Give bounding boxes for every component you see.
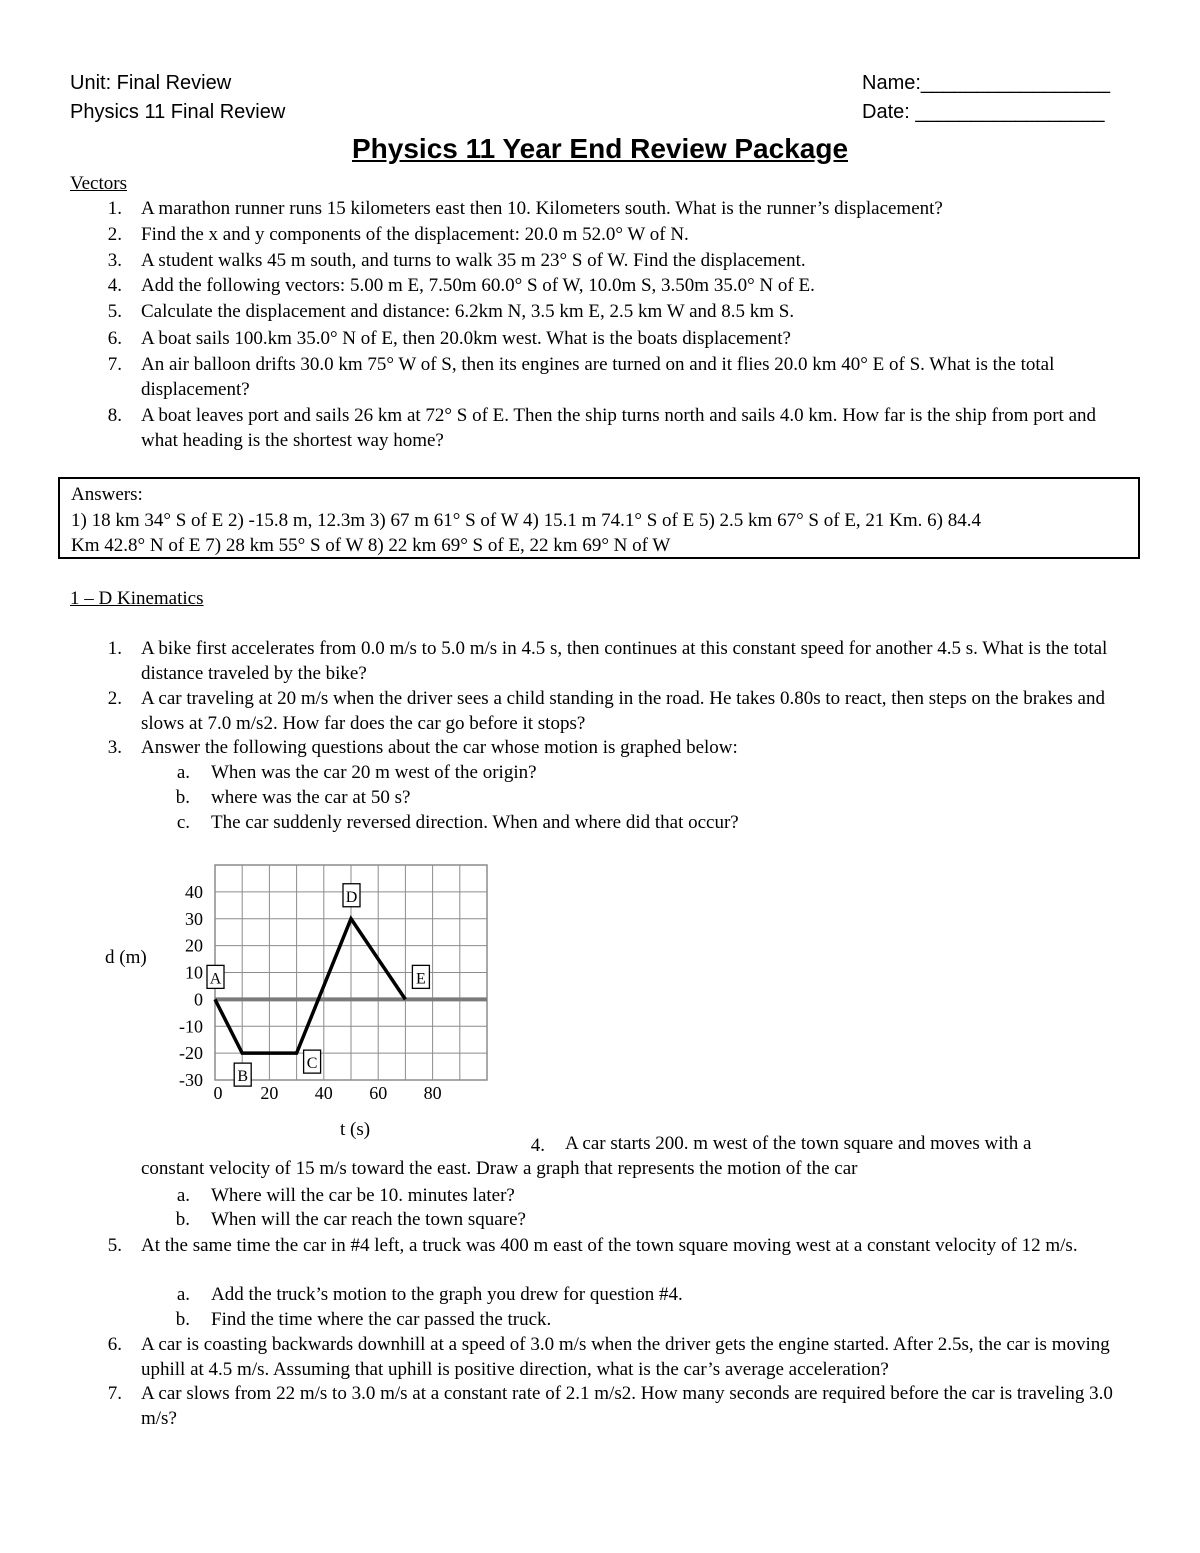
chart-x-label: t (s) — [340, 1119, 371, 1140]
item-text: Find the x and y components of the displacement: 20.0 m 52.0° W of N. — [141, 224, 689, 245]
item-number: 6. — [107, 328, 122, 349]
item-text: A student walks 45 m south, and turns to walk 35 m 23° S of W. Find the displacement. — [141, 250, 806, 271]
answers-box — [58, 477, 1140, 559]
chart-series — [215, 919, 405, 1053]
item-text: Add the following vectors: 5.00 m E, 7.50m 60.0° S of W, 10.0m S, 3.50m 35.0° N of E. — [141, 275, 815, 296]
sub-text: Find the time where the car passed the truck. — [211, 1309, 552, 1330]
y-tick-label: 10 — [185, 962, 203, 983]
item-text: Calculate the displacement and distance: 6.2km N, 3.5 km E, 2.5 km W and 8.5 km S. — [141, 301, 795, 322]
sub-text: The car suddenly reversed direction. When and where did that occur? — [211, 812, 739, 833]
point-label-c — [304, 1050, 321, 1073]
point-label-b — [234, 1063, 251, 1086]
y-tick-label: 30 — [185, 908, 203, 929]
series-line — [215, 919, 405, 1053]
kinematics-heading: 1 – D Kinematics — [70, 588, 204, 609]
x-tick-label: 60 — [369, 1083, 388, 1103]
sub-letter: b. — [175, 1309, 190, 1330]
item-text: A car is coasting backwards downhill at a speed of 3.0 m/s when the driver gets the engine started. After 2.5s, the car is moving uphill at 4.5 m/s. Assuming that uphill is positive direction, what is the car’s average acceleration? — [141, 1334, 1110, 1380]
vectors-heading: Vectors — [70, 173, 127, 194]
point-label-text: C — [306, 1055, 318, 1073]
x-tick-label: 80 — [423, 1083, 442, 1103]
item-text: An air balloon drifts 30.0 km 75° W of S, then its engines are turned on and it flies 20.0 km 40° E of S. What is the total displacement? — [141, 354, 1055, 400]
x-tick-label: 40 — [314, 1083, 333, 1103]
item-number: 4. — [107, 275, 122, 296]
y-tick-label: 20 — [185, 935, 203, 956]
point-label-d — [343, 884, 360, 907]
sub-letter: a. — [176, 1284, 190, 1305]
item-number: 1. — [107, 638, 122, 659]
y-tick-label: -30 — [179, 1070, 203, 1090]
sub-text: where was the car at 50 s? — [211, 787, 411, 808]
item-number: 3. — [107, 250, 122, 271]
answers-label: Answers: — [71, 484, 143, 505]
y-tick-label: 0 — [194, 989, 203, 1010]
position-time-graph — [0, 850, 600, 1150]
sub-text: When was the car 20 m west of the origin? — [211, 762, 537, 783]
y-tick-label: -10 — [179, 1016, 203, 1037]
chart-y-label: d (m) — [105, 947, 147, 968]
item-text: A boat leaves port and sails 26 km at 72° S of E. Then the ship turns north and sails 4.0 km. How far is the ship from port and what heading is the shortest way home? — [141, 405, 1097, 451]
point-label-text: A — [209, 970, 222, 988]
item-number: 3. — [107, 737, 122, 758]
item-number: 2. — [107, 688, 122, 709]
sub-letter: a. — [176, 762, 190, 783]
unit-label: Unit: Final Review — [70, 72, 232, 94]
item-text: Answer the following questions about the car whose motion is graphed below: — [141, 737, 738, 758]
item-text: A bike first accelerates from 0.0 m/s to 5.0 m/s in 4.5 s, then continues at this constant speed for another 4.5 s. What is the total distance traveled by the bike? — [141, 638, 1108, 684]
sub-letter: b. — [175, 787, 190, 808]
point-label-text: B — [237, 1068, 249, 1086]
item-text: A car slows from 22 m/s to 3.0 m/s at a constant rate of 2.1 m/s2. How many seconds are required before the car is traveling 3.0 m/s? — [141, 1383, 1113, 1429]
point-label-text: D — [345, 888, 358, 906]
item-number: 1. — [107, 198, 122, 219]
item-number: 8. — [107, 405, 122, 426]
item-number: 2. — [107, 224, 122, 245]
sub-text: Add the truck’s motion to the graph you drew for question #4. — [211, 1284, 683, 1305]
chart-y-ticks — [179, 882, 203, 1090]
x-tick-label: 20 — [260, 1083, 279, 1103]
item-text: A boat sails 100.km 35.0° N of E, then 20.0km west. What is the boats displacement? — [141, 328, 791, 349]
point-label-a — [207, 965, 224, 988]
sub-letter: b. — [175, 1209, 190, 1230]
item-number: 7. — [107, 1383, 122, 1404]
answers-line-2: Km 42.8° N of E 7) 28 km 55° S of W 8) 22 km 69° S of E, 22 km 69° N of W — [71, 535, 671, 556]
item-number: 7. — [107, 354, 122, 375]
item-text-continued: constant velocity of 15 m/s toward the east. Draw a graph that represents the motion of the car — [141, 1158, 858, 1179]
sub-text: When will the car reach the town square? — [211, 1209, 526, 1230]
answers-line-1: 1) 18 km 34° S of E 2) -15.8 m, 12.3m 3) 67 m 61° S of W 4) 15.1 m 74.1° S of E 5) 2.5 km 67° S of E, 21 Km. 6) 84.4 — [71, 510, 981, 531]
page-title: Physics 11 Year End Review Package — [351, 133, 849, 164]
item-number: 5. — [107, 301, 122, 322]
item-number: 5. — [107, 1235, 122, 1256]
item-number: 6. — [107, 1334, 122, 1355]
sub-letter: a. — [176, 1185, 190, 1206]
sub-letter: c. — [176, 812, 190, 833]
course-label: Physics 11 Final Review — [70, 101, 286, 123]
item-text: A marathon runner runs 15 kilometers east then 10. Kilometers south. What is the runner’s displacement? — [141, 198, 943, 219]
date-field[interactable]: Date: _________________ — [862, 101, 1105, 123]
x-tick-label: 0 — [213, 1083, 223, 1103]
y-tick-label: 40 — [185, 881, 203, 902]
item-text: At the same time the car in #4 left, a truck was 400 m east of the town square moving west at a constant velocity of 12 m/s. — [141, 1235, 1078, 1256]
item-number: 4. — [530, 1135, 545, 1156]
point-label-text: E — [416, 970, 426, 988]
sub-text: Where will the car be 10. minutes later? — [211, 1185, 515, 1206]
y-tick-label: -20 — [179, 1043, 203, 1064]
item-text: A car traveling at 20 m/s when the driver sees a child standing in the road. He takes 0.80s to react, then steps on the brakes and slows at 7.0 m/s2. How far does the car go before it stops? — [141, 688, 1105, 734]
name-field[interactable]: Name:_________________ — [862, 72, 1110, 94]
point-label-e — [412, 965, 429, 988]
item-text: A car starts 200. m west of the town square and moves with a — [565, 1133, 1032, 1154]
